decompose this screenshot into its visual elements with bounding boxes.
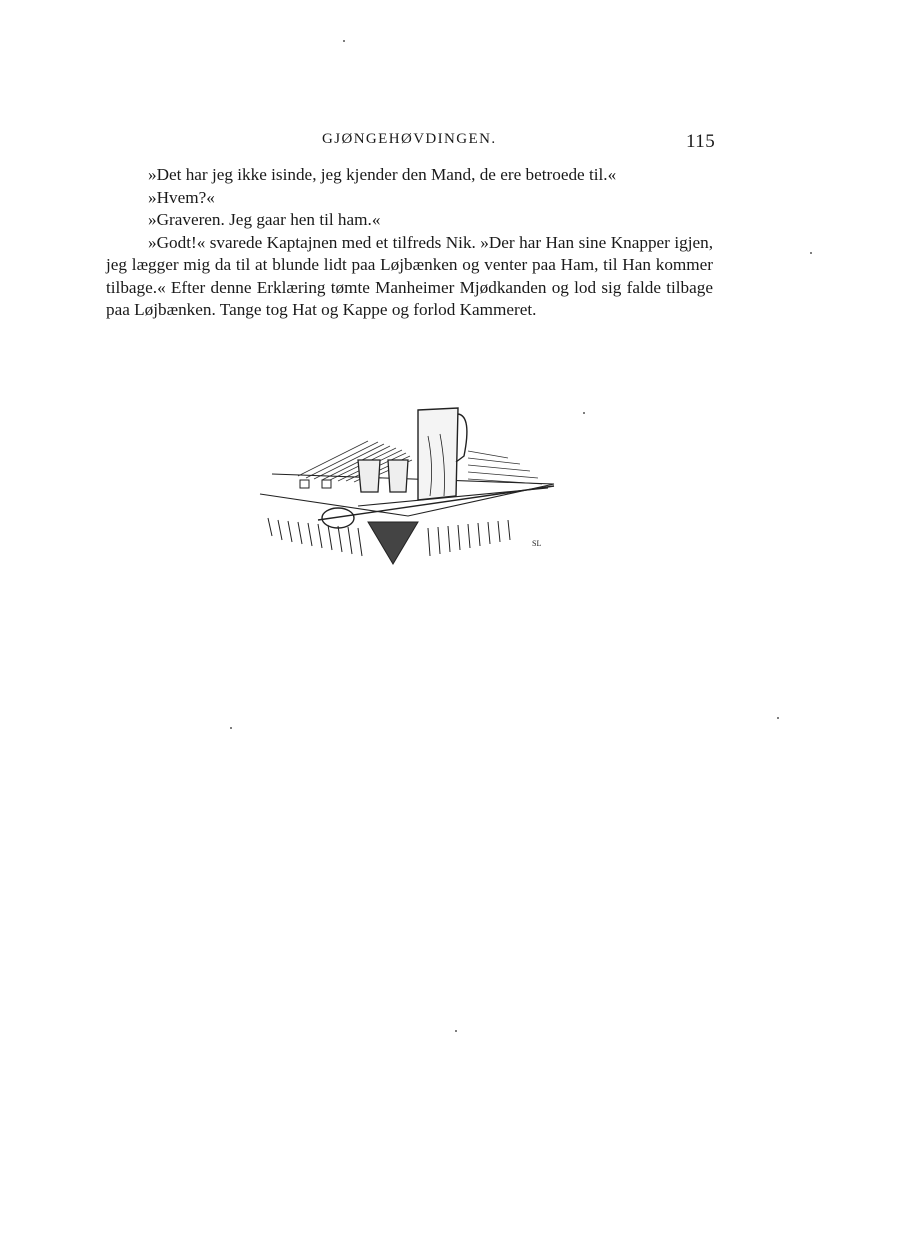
dice bbox=[300, 480, 331, 488]
paper-speck bbox=[583, 412, 585, 414]
paragraph: »Graveren. Jeg gaar hen til ham.« bbox=[148, 210, 381, 229]
paper-speck bbox=[343, 40, 345, 42]
body-text bbox=[106, 164, 713, 322]
cloth-drape bbox=[368, 522, 418, 564]
paper-speck bbox=[230, 727, 232, 729]
paper-speck bbox=[810, 252, 812, 254]
paragraph: »Det har jeg ikke isinde, jeg kjender den Mand, de ere betroede til.« bbox=[148, 165, 617, 184]
paragraph: »Godt!« svarede Kaptajnen med et tilfreds Nik. »Der har Han sine Knapper igjen, jeg lægger mig da til at blunde lidt paa Løjbænken og venter paa Ham, til Han kommer tilbage.« Efter denne Erklæring tømte Manheimer Mjødkanden og lod sig falde tilbage paa Løjbænken. Tange tog Hat og Kappe og forlod Kammeret. bbox=[106, 232, 713, 319]
paper-speck bbox=[777, 717, 779, 719]
cups bbox=[358, 460, 408, 492]
paper-speck bbox=[455, 1030, 457, 1032]
table-still-life-illustration bbox=[258, 396, 570, 576]
page-number: 115 bbox=[686, 131, 716, 152]
artist-signature: SL bbox=[532, 539, 542, 548]
pitcher bbox=[418, 408, 467, 500]
running-head: GJØNGEHØVDINGEN. bbox=[322, 131, 497, 147]
paragraph: »Hvem?« bbox=[148, 187, 215, 207]
